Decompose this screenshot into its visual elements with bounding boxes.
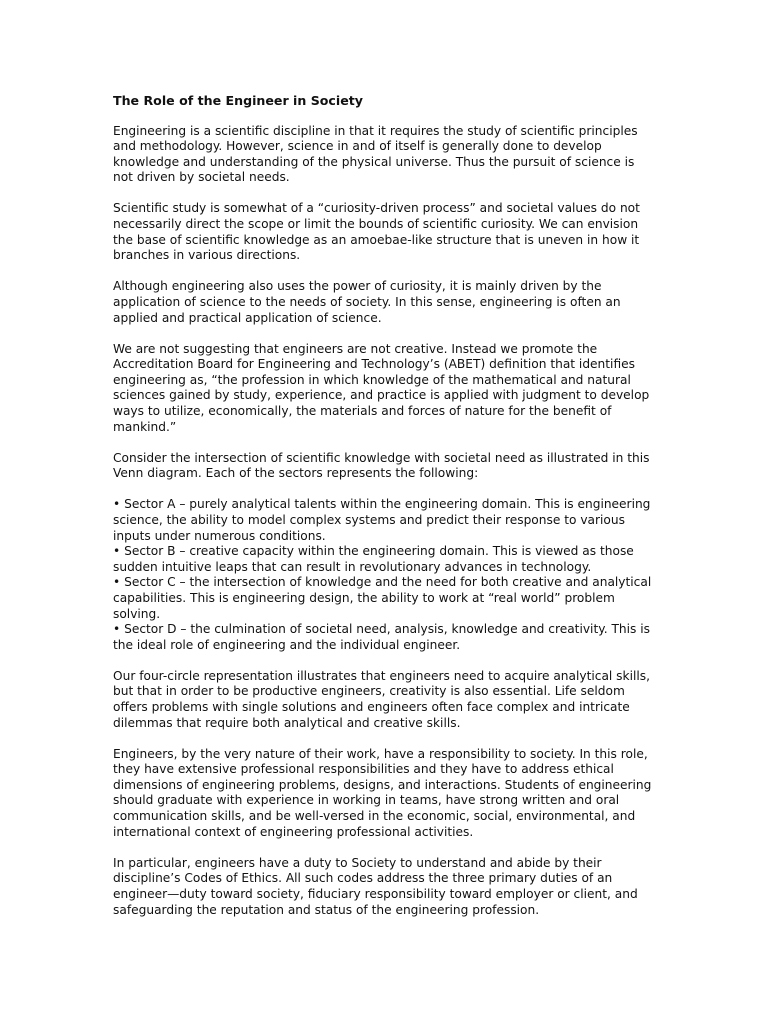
paragraph-abet-definition: We are not suggesting that engineers are not creative. Instead we promote the Accreditation Board for Engineering and Technology’s (ABET) definition that identifies engineering as, “the profession in which knowledge of the mathematical and natural sciences gained by study, experience, and practice is applied with judgment to develop ways to utilize, economically, the materials and forces of nature for the benefit of mankind.” [113,341,650,434]
sector-list [113,497,658,653]
document-title: The Role of the Engineer in Society [113,93,363,108]
bullet-icon: • [113,575,121,590]
paragraph-venn-intro: Consider the intersection of scientific knowledge with societal need as illustrated in this Venn diagram. Each of the sectors represents the following: [113,450,650,481]
paragraph-curiosity-driven: Scientific study is somewhat of a “curiosity-driven process” and societal values do not necessarily direct the scope or limit the bounds of scientific curiosity. We can envision the base of scientific knowledge as an amoebae-like structure that is uneven in how it branches in various directions. [113,201,640,263]
sector-b-text: Sector B – creative capacity within the engineering domain. This is viewed as those sudden intuitive leaps that can result in revolutionary advances in technology. [113,544,634,574]
sector-c-text: Sector C – the intersection of knowledge and the need for both creative and analytical capabilities. This is engineering design, the ability to work at “real world” problem solving. [113,575,652,621]
sector-a-text: Sector A – purely analytical talents within the engineering domain. This is engineering science, the ability to model complex systems and predict their response to various inputs under numerous conditions. [113,497,651,543]
sector-d-text: Sector D – the culmination of societal need, analysis, knowledge and creativity. This is the ideal role of engineering and the individual engineer. [113,622,650,652]
paragraph-responsibility: Engineers, by the very nature of their work, have a responsibility to society. In this role, they have extensive professional responsibilities and they have to address ethical dimensions of engineering problems, designs, and interactions. Students of engineering should graduate with experience in working in teams, have strong written and oral communication skills, and be well-versed in the economic, social, environmental, and international context of engineering professional activities. [113,746,652,839]
list-item-sector-c [113,575,658,622]
paragraph-application-of-science: Although engineering also uses the power of curiosity, it is mainly driven by the application of science to the needs of society. In this sense, engineering is often an applied and practical application of science. [113,279,621,325]
paragraph-science-discipline: Engineering is a scientific discipline in that it requires the study of scientific principles and methodology. However, science in and of itself is generally done to develop knowledge and understanding of the physical universe. Thus the pursuit of science is not driven by societal needs. [113,123,638,185]
paragraph-four-circle: Our four-circle representation illustrates that engineers need to acquire analytical skills, but that in order to be productive engineers, creativity is also essential. Life seldom offers problems with single solutions and engineers often face complex and intricate dilemmas that require both analytical and creative skills. [113,668,650,730]
paragraph-codes-of-ethics: In particular, engineers have a duty to Society to understand and abide by their discipline’s Codes of Ethics. All such codes address the three primary duties of an engineer—duty toward society, fiduciary responsibility toward employer or client, and safeguarding the reputation and status of the engineering profession. [113,855,638,917]
list-item-sector-b [113,544,658,575]
bullet-icon: • [113,544,121,559]
list-item-sector-a [113,497,658,544]
list-item-sector-d [113,622,658,653]
bullet-icon: • [113,497,121,512]
bullet-icon: • [113,622,121,637]
document-page [113,93,658,934]
